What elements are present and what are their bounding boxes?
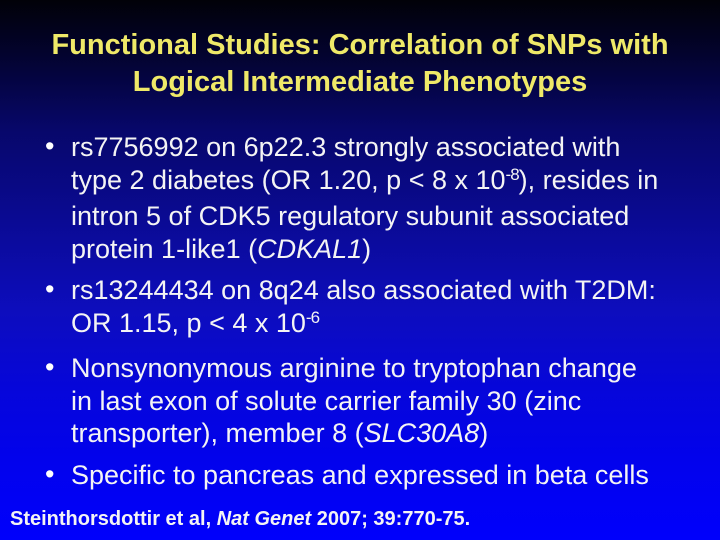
text-segment: ) [362, 233, 372, 264]
text-segment: Steinthorsdottir et al, [10, 508, 217, 530]
title-line: Functional Studies: Correlation of SNPs with [51, 29, 669, 61]
bullet-icon: • [45, 458, 55, 489]
bullet-icon: • [45, 131, 55, 161]
text-segment: rs7756992 on 6p22.3 strongly associated with type 2 diabetes (OR 1.20, p < 8 x 10 [71, 132, 621, 195]
bullet-item [44, 352, 662, 450]
bullet-text [71, 132, 658, 264]
text-segment: -8 [505, 164, 519, 184]
bullet-item [44, 274, 662, 343]
bullet-list [44, 131, 662, 491]
text-segment: ), resides in intron 5 of CDK5 regulatory subunit associated protein 1-like1 ( [71, 164, 659, 264]
slide-title [0, 0, 720, 101]
bullet-text [71, 460, 649, 490]
bullet-icon: • [45, 274, 55, 304]
title-line: Logical Intermediate Phenotypes [132, 66, 588, 98]
text-segment: rs13244434 on 8q24 also associated with T2DM: OR 1.15, p < 4 x 10 [71, 275, 656, 338]
bullet-text [71, 353, 637, 448]
bullet-item [44, 459, 662, 492]
text-segment: -6 [305, 307, 320, 327]
citation [10, 507, 470, 531]
bullet-item [44, 131, 662, 265]
text-segment: Specific to pancreas and expressed in beta cells [71, 459, 649, 490]
bullet-icon: • [45, 352, 55, 382]
text-segment: ) [479, 418, 489, 448]
text-segment: Nat Genet [216, 508, 312, 530]
text-segment: CDKAL1 [257, 233, 363, 264]
text-segment: SLC30A8 [363, 418, 480, 448]
bullet-text [71, 275, 656, 338]
text-segment: 2007; 39:770-75. [311, 508, 471, 530]
text-segment: Nonsynonymous arginine to tryptophan change in last exon of solute carrier family 30 (zinc transporter), member 8 ( [71, 353, 637, 448]
